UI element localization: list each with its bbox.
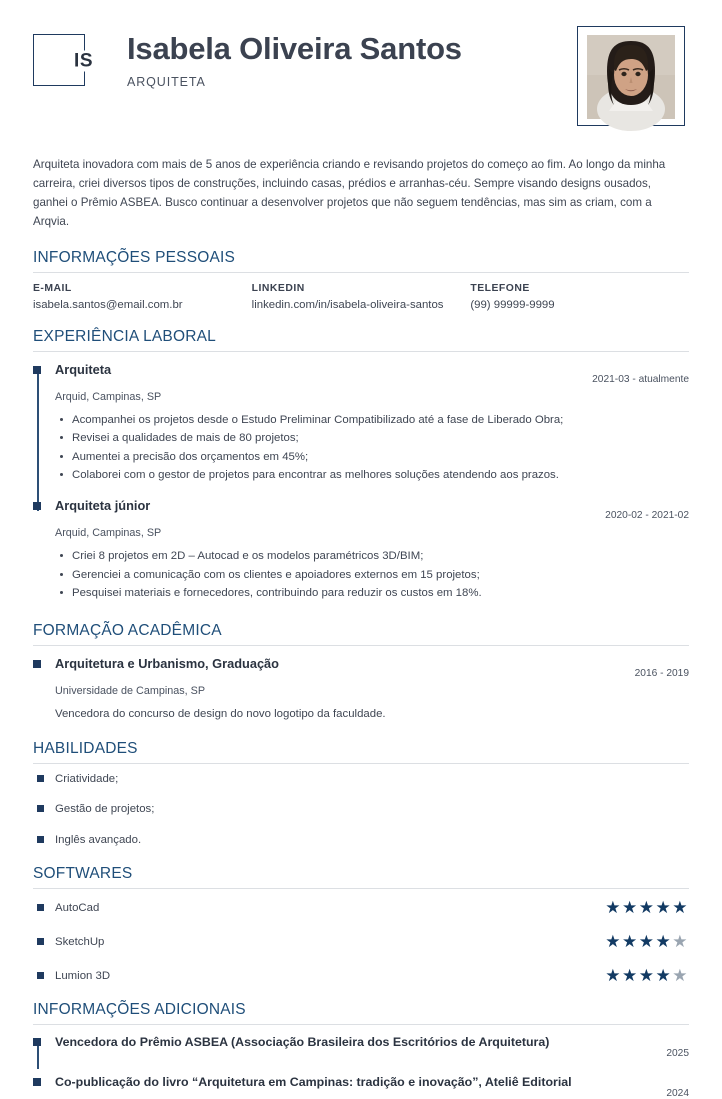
portrait-illustration [587,35,675,119]
star-icon: ★ [605,932,622,952]
contact-label: TELEFONE [470,282,530,294]
section-personal-information [33,249,689,311]
rating-stars [605,933,689,950]
list-item: Criei 8 projetos em 2D – Autocad e os modelos paramétricos 3D/BIM; [72,547,689,565]
timeline-line [37,370,39,511]
software-row [33,899,689,916]
section-software [33,865,689,984]
experience-timeline [33,362,689,603]
software-name: Lumion 3D [55,969,111,982]
star-icon: ★ [655,932,673,952]
software-row [33,933,689,950]
section-skills [33,740,689,846]
degree-title: Arquitetura e Urbanismo, Graduação [55,655,279,671]
entry-header [55,656,689,679]
section-divider [33,1024,689,1025]
star-icon: ★ [605,898,622,918]
award-year: 2024 [666,1088,689,1099]
section-title-software: SOFTWARES [33,865,133,883]
section-title-additional: INFORMAÇÕES ADICIONAIS [33,1001,246,1019]
logo-initials: IS [71,51,95,72]
section-work-experience [33,328,689,603]
timeline-marker-icon [33,366,41,374]
star-icon: ★ [638,932,656,952]
profile-photo [587,35,675,119]
professional-summary: Arquiteta inovadora com mais de 5 anos de experiência criando e revisando projetos do começo ao fim. Ao longo da minha carreira, criei diversos tipos de construções, incluindo casas, prédios e arranhas-céu. Sempre visando designs ousados, ganhei o Prêmio ASBEA. Busco continuar a desenvolver projetos que não seguem tendências, mas sim as criam, com a Arqvia. [33,158,666,228]
job-company: Arquid, Campinas, SP [55,390,162,403]
education-note: Vencedora do concurso de design do novo logotipo da faculdade. [55,707,386,720]
contact-value[interactable]: isabela.santos@email.com.br [33,298,183,311]
star-icon: ★ [655,966,673,986]
contact-value[interactable]: (99) 99999-9999 [470,298,555,311]
star-icon: ★ [622,898,639,918]
list-item: Inglês avançado. [33,835,689,846]
monogram-logo [33,34,93,88]
institution-name: Universidade de Campinas, SP [55,684,206,697]
degree-date-range: 2016 - 2019 [634,667,689,679]
section-title-skills: HABILIDADES [33,739,138,757]
star-icon: ★ [672,932,689,952]
job-company: Arquid, Campinas, SP [55,527,162,540]
list-item: Gestão de projetos; [33,804,689,815]
award-text: Co-publicação do livro “Arquitetura em Campinas: tradição e inovação”, Ateliê Editorial [55,1075,572,1090]
star-icon: ★ [638,898,656,918]
experience-entry [55,498,689,602]
list-item: Pesquisei materiais e fornecedores, contribuindo para reduzir os custos em 18%. [72,584,689,602]
section-education [33,622,689,720]
additional-timeline [33,1035,689,1099]
software-row [33,967,689,984]
list-item: Criatividade; [33,774,689,785]
entry-header [55,362,689,385]
additional-entry [55,1075,689,1099]
education-timeline [33,656,689,720]
section-divider [33,888,689,889]
section-divider [33,645,689,646]
additional-entry [55,1035,689,1059]
section-title-personal: INFORMAÇÕES PESSOAIS [33,248,236,266]
resume-header [33,0,689,118]
job-role: Arquiteta júnior [55,498,151,514]
candidate-job-title: ARQUITETA [127,74,206,89]
section-title-education: FORMAÇÃO ACADÊMICA [33,621,222,639]
job-achievements-list [55,547,689,602]
entry-header [55,498,689,521]
section-title-experience: EXPERIÊNCIA LABORAL [33,327,216,345]
award-text: Vencedora do Prêmio ASBEA (Associação Brasileira dos Escritórios de Arquitetura) [55,1035,550,1050]
rating-stars [605,899,689,916]
list-item: Gerenciei a comunicação com os clientes e apoiadores externos em 15 projetos; [72,566,689,584]
candidate-name: Isabela Oliveira Santos [127,31,462,66]
list-item: Acompanhei os projetos desde o Estudo Preliminar Compatibilizado até a fase de Liberado Obra; [72,411,689,429]
section-divider [33,763,689,764]
star-icon: ★ [622,932,639,952]
timeline-marker-icon [33,660,41,668]
timeline-marker-icon [33,1038,41,1046]
skills-list [33,774,689,846]
list-item: Revisei a qualidades de mais de 80 projetos; [72,429,689,447]
software-name: SketchUp [55,935,105,948]
software-list [33,899,689,984]
contact-value[interactable]: linkedin.com/in/isabela-oliveira-santos [251,298,444,311]
software-name: AutoCad [55,901,100,914]
contact-row [33,283,689,311]
timeline-marker-icon [33,1078,41,1086]
list-item: Aumentei a precisão dos orçamentos em 45%; [72,448,689,466]
job-role: Arquiteta [55,361,112,377]
contact-email [33,283,252,311]
job-date-range: 2020-02 - 2021-02 [605,510,689,522]
award-year: 2025 [666,1048,689,1060]
education-entry [55,656,689,720]
section-additional-information [33,1001,689,1099]
profile-photo-container [571,26,689,130]
job-date-range: 2021-03 - atualmente [592,373,689,385]
rating-stars [605,967,689,984]
star-icon: ★ [672,898,689,918]
section-divider [33,351,689,352]
job-achievements-list [55,411,689,485]
star-icon: ★ [638,966,656,986]
contact-label: E-MAIL [33,282,72,294]
star-icon: ★ [622,966,639,986]
contact-phone [470,283,689,311]
contact-linkedin [252,283,471,311]
star-icon: ★ [655,898,673,918]
list-item: Colaborei com o gestor de projetos para encontrar as melhores soluções atendendo aos prazos. [72,466,689,484]
star-icon: ★ [672,966,689,986]
timeline-marker-icon [33,502,41,510]
section-divider [33,272,689,273]
name-block [87,28,571,89]
experience-entry [55,362,689,485]
star-icon: ★ [605,966,622,986]
contact-label: LINKEDIN [251,282,305,294]
